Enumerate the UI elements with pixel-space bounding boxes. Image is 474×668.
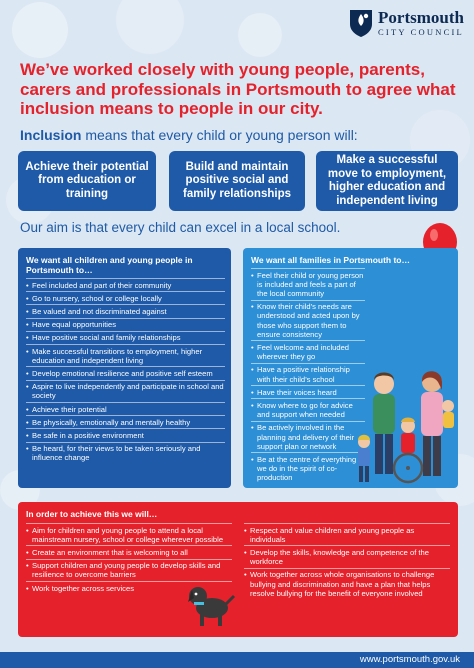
- families-list: [243, 268, 371, 484]
- families-panel-title: We want all families in Portsmouth to…: [251, 255, 411, 265]
- list-item: • Aim for children and young people to attend a local mainstream nursery, school or college wherever possible: [26, 523, 232, 545]
- list-item: • Achieve their potential: [26, 402, 225, 415]
- list-item: • Respect and value children and young people as individuals: [244, 523, 450, 545]
- list-item: • Be safe in a positive environment: [26, 428, 225, 441]
- goal-box-relationships: Build and maintain positive social and family relationships: [169, 151, 305, 211]
- list-item: • Create an environment that is welcoming to all: [26, 545, 232, 558]
- brand-subtitle: CITY COUNCIL: [378, 27, 464, 38]
- aim-statement: Our aim is that every child can excel in a local school.: [20, 220, 341, 235]
- list-item: • Work together across whole organisations to challenge bullying and discrimination and have a plan that helps resolve bullying for the benefit of everyone involved: [244, 568, 450, 600]
- list-item: • Be physically, emotionally and mentally healthy: [26, 415, 225, 428]
- list-item: • Feel included and part of their community: [26, 278, 225, 291]
- list-item: • Aspire to live independently and participate in school and society: [26, 380, 225, 402]
- dog-illustration: [186, 578, 236, 630]
- children-panel-title: We want all children and young people in Portsmouth to…: [26, 255, 193, 275]
- list-item: • Be actively involved in the planning and delivery of their support plan or network: [251, 421, 365, 453]
- list-item: • Support children and young people to develop skills and resilience to overcome barriers: [26, 559, 232, 581]
- footer-bar: [0, 652, 474, 668]
- inclusion-term: Inclusion: [20, 127, 82, 143]
- brand-name: Portsmouth: [378, 8, 464, 28]
- actions-right-list: [244, 523, 450, 599]
- list-item: • Feel their child or young person is included and feels a part of the local community: [251, 268, 365, 300]
- list-item: • Go to nursery, school or college locally: [26, 291, 225, 304]
- goals-row: [18, 151, 458, 213]
- list-item: • Be heard, for their views to be taken seriously and influence change: [26, 442, 225, 464]
- children-list: [18, 278, 231, 464]
- crest-icon: [348, 8, 374, 38]
- council-logo: [348, 8, 464, 38]
- list-item: • Have equal opportunities: [26, 318, 225, 331]
- inclusion-rest: means that every child or young person will:: [81, 127, 358, 143]
- actions-panel: [18, 502, 458, 637]
- list-item: • Develop emotional resilience and positive self esteem: [26, 366, 225, 379]
- list-item: • Have their voices heard: [251, 385, 365, 398]
- list-item: • Feel welcome and included wherever they go: [251, 340, 365, 362]
- inclusion-statement: [20, 127, 460, 143]
- list-item: • Be at the centre of everything we do in the spirit of co-production: [251, 452, 365, 484]
- website-link[interactable]: www.portsmouth.gov.uk: [359, 654, 460, 665]
- list-item: • Work together across services: [26, 581, 232, 594]
- list-item: • Know their child’s needs are understood and acted upon by those who support them to ensure consistency: [251, 300, 365, 341]
- list-item: • Know where to go for advice and support when needed: [251, 398, 365, 420]
- goal-box-education: Achieve their potential from education or training: [18, 151, 156, 211]
- goal-box-employment: Make a successful move to employment, higher education and independent living: [316, 151, 458, 211]
- actions-title: In order to achieve this we will…: [26, 509, 158, 519]
- list-item: • Be valued and not discriminated against: [26, 304, 225, 317]
- family-illustration: [356, 360, 458, 490]
- actions-columns: [18, 523, 458, 599]
- list-item: • Have a positive relationship with their child’s school: [251, 363, 365, 385]
- list-item: • Make successful transitions to employment, higher education and independent living: [26, 344, 225, 366]
- headline: We’ve worked closely with young people, parents, carers and professionals in Portsmouth to agree what inclusion means to people in our city.: [20, 60, 456, 118]
- list-item: • Have positive social and family relationships: [26, 331, 225, 344]
- children-panel: [18, 248, 231, 488]
- list-item: • Develop the skills, knowledge and competence of the workforce: [244, 545, 450, 567]
